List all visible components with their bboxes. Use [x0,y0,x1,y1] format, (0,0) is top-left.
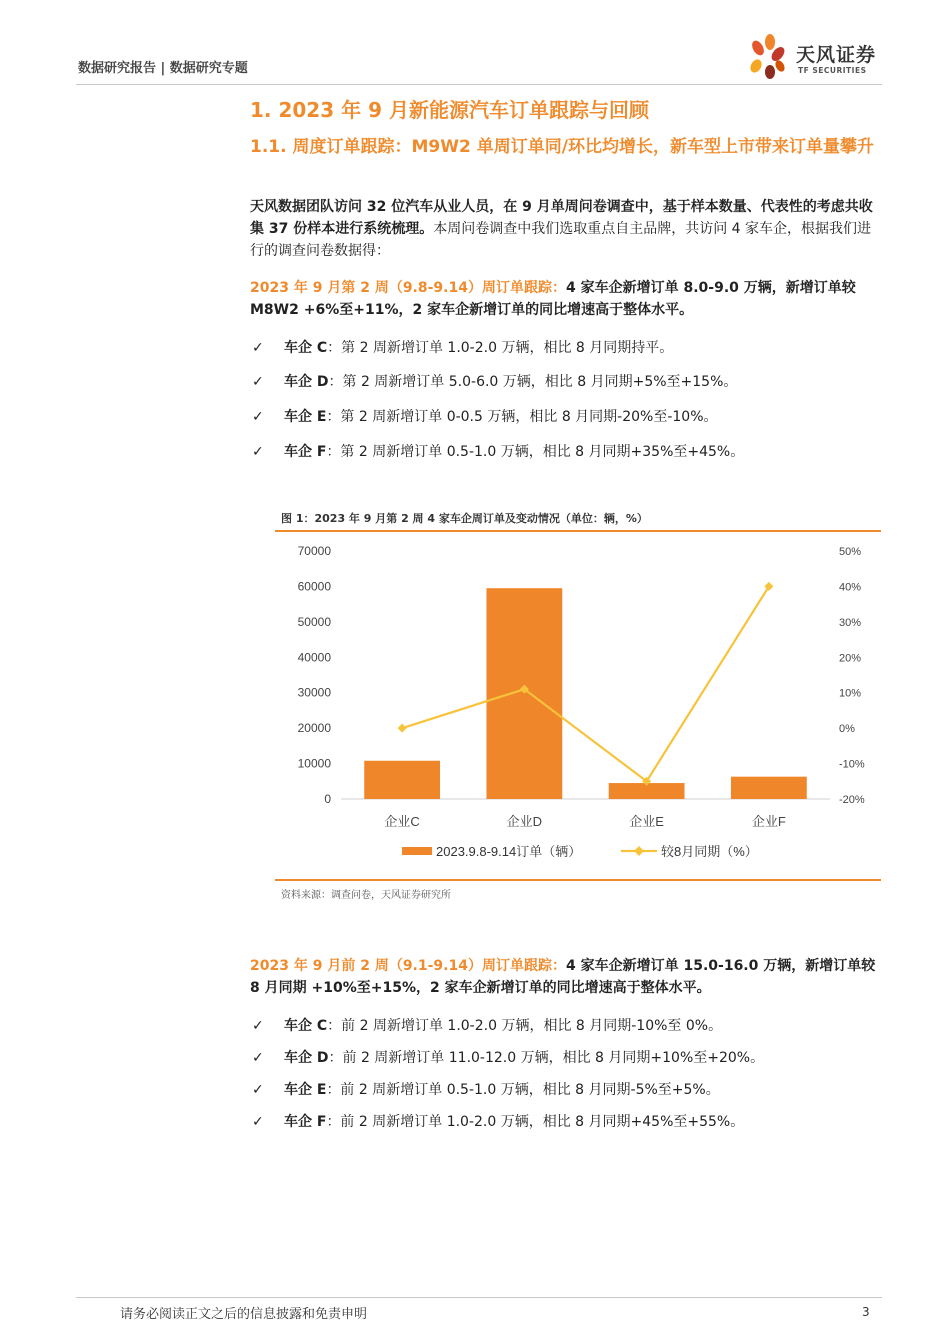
footer-divider [76,1297,882,1298]
x-tick-label: 企业E [629,814,664,829]
y-left-tick-label: 70000 [297,544,331,558]
legend-line-marker [634,846,644,856]
bar-企业F [731,777,807,799]
twoweeks-summary [250,955,878,999]
figure-title: 图 1：2023 年 9 月第 2 周 4 家车企周订单及变动情况（单位：辆，%） [281,512,648,525]
x-tick-label: 企业D [506,814,543,829]
week2-rest: 4 家车企新增订单 8.0-9.0 万辆，新增订单较 M8W2 +6%至+11%，2 家车企新增订单的同比增速高于整体水平。 [250,280,856,318]
logo-english-name: TF SECURITIES [798,66,867,75]
section-heading: 1. 2023 年 9 月新能源汽车订单跟踪与回顾 [250,98,649,122]
week2-item-f [252,441,744,461]
y-left-tick-label: 30000 [297,685,331,700]
y-right-tick-label: 40% [839,581,862,594]
y-right-tick-label: 30% [839,616,862,629]
report-category: 数据研究报告 | 数据研究专题 [78,61,248,76]
week2-summary [250,277,878,321]
company-name: 车企 C [284,340,328,356]
check-icon: ✓ [252,444,264,460]
item-text: ：第 2 周新增订单 1.0-2.0 万辆，相比 8 月同期持平。 [327,340,674,356]
check-icon: ✓ [252,1018,264,1034]
legend-bar-swatch [402,847,432,855]
figure-top-rule [275,530,881,532]
twoweeks-lead: 2023 年 9 月前 2 周（9.1-9.14）周订单跟踪： [250,958,566,974]
item-text: ：第 2 周新增订单 5.0-6.0 万辆，相比 8 月同期+5%至+15%。 [328,374,738,390]
y-left-tick-label: 50000 [297,614,331,629]
logo-chinese-name: 天风证券 [796,44,877,66]
check-icon: ✓ [252,1082,264,1098]
twoweeks-item-d [252,1047,764,1067]
item-text: ：前 2 周新增订单 1.0-2.0 万辆，相比 8 月同期-10%至 0%。 [327,1018,723,1034]
check-icon: ✓ [252,374,264,390]
legend-bar-label: 2023.9.8-9.14订单（辆） [436,844,582,859]
x-tick-label: 企业F [751,814,786,829]
twoweeks-item-c [252,1015,722,1035]
header-divider [76,84,882,85]
y-left-tick-label: 10000 [297,756,331,771]
y-right-tick-label: -10% [839,758,865,771]
x-tick-label: 企业C [384,814,420,829]
intro-bold: 天风数据团队访问 32 位汽车从业人员，在 9 月单周问卷调查中，基于样本数量、代表性的考虑共收集 37 份样本进行系统梳理。 [250,199,873,237]
intro-paragraph [250,196,878,262]
company-name: 车企 F [284,444,327,460]
y-right-tick-label: 0% [839,723,855,736]
company-name: 车企 E [284,409,327,425]
item-text: ：前 2 周新增订单 0.5-1.0 万辆，相比 8 月同期-5%至+5%。 [326,1082,720,1098]
company-name: 车企 C [284,1018,328,1034]
company-name: 车企 D [284,374,329,390]
item-text: ：第 2 周新增订单 0.5-1.0 万辆，相比 8 月同期+35%至+45%。 [326,444,745,460]
y-right-tick-label: -20% [839,794,865,806]
orders-chart [275,533,881,878]
company-name: 车企 F [284,1114,327,1130]
line-series [402,586,769,781]
week2-item-e [252,406,718,426]
week2-item-c [252,337,673,357]
figure-source: 资料来源：调查问卷，天风证券研究所 [281,890,451,901]
y-right-tick-label: 20% [839,652,862,665]
company-name: 车企 E [284,1082,327,1098]
y-left-tick-label: 40000 [297,650,331,665]
bar-企业C [364,761,440,799]
y-left-tick-label: 20000 [297,721,331,736]
twoweeks-rest: 4 家车企新增订单 15.0-16.0 万辆，新增订单较 8 月同期 +10%至+15%，2 家车企新增订单的同比增速高于整体水平。 [250,958,876,996]
footer-disclaimer: 请务必阅读正文之后的信息披露和免责申明 [120,1307,368,1322]
check-icon: ✓ [252,340,264,356]
y-right-tick-label: 10% [839,687,862,700]
page-number: 3 [862,1305,870,1319]
line-point-企业C [398,724,407,733]
twoweeks-item-f [252,1111,744,1131]
company-name: 车企 D [284,1050,329,1066]
item-text: ：前 2 周新增订单 1.0-2.0 万辆，相比 8 月同期+45%至+55%。 [326,1114,745,1130]
intro-rest: 本周问卷调查中我们选取重点自主品牌，共访问 4 家车企，根据我们进行的调查问卷数据得： [250,221,872,259]
figure-bottom-rule [275,879,881,881]
twoweeks-item-e [252,1079,720,1099]
week2-item-d [252,371,737,391]
y-left-tick-label: 0 [324,792,331,806]
check-icon: ✓ [252,409,264,425]
y-left-tick-label: 60000 [297,579,331,594]
item-text: ：第 2 周新增订单 0-0.5 万辆，相比 8 月同期-20%至-10%。 [326,409,718,425]
week2-lead: 2023 年 9 月第 2 周（9.8-9.14）周订单跟踪： [250,280,566,296]
item-text: ：前 2 周新增订单 11.0-12.0 万辆，相比 8 月同期+10%至+20%。 [328,1050,765,1066]
check-icon: ✓ [252,1050,264,1066]
check-icon: ✓ [252,1114,264,1130]
y-right-tick-label: 50% [839,546,862,558]
legend-line-label: 较8月同期（%） [661,844,758,859]
subsection-heading: 1.1. 周度订单跟踪：M9W2 单周订单同/环比均增长，新车型上市带来订单量攀升 [250,137,874,157]
